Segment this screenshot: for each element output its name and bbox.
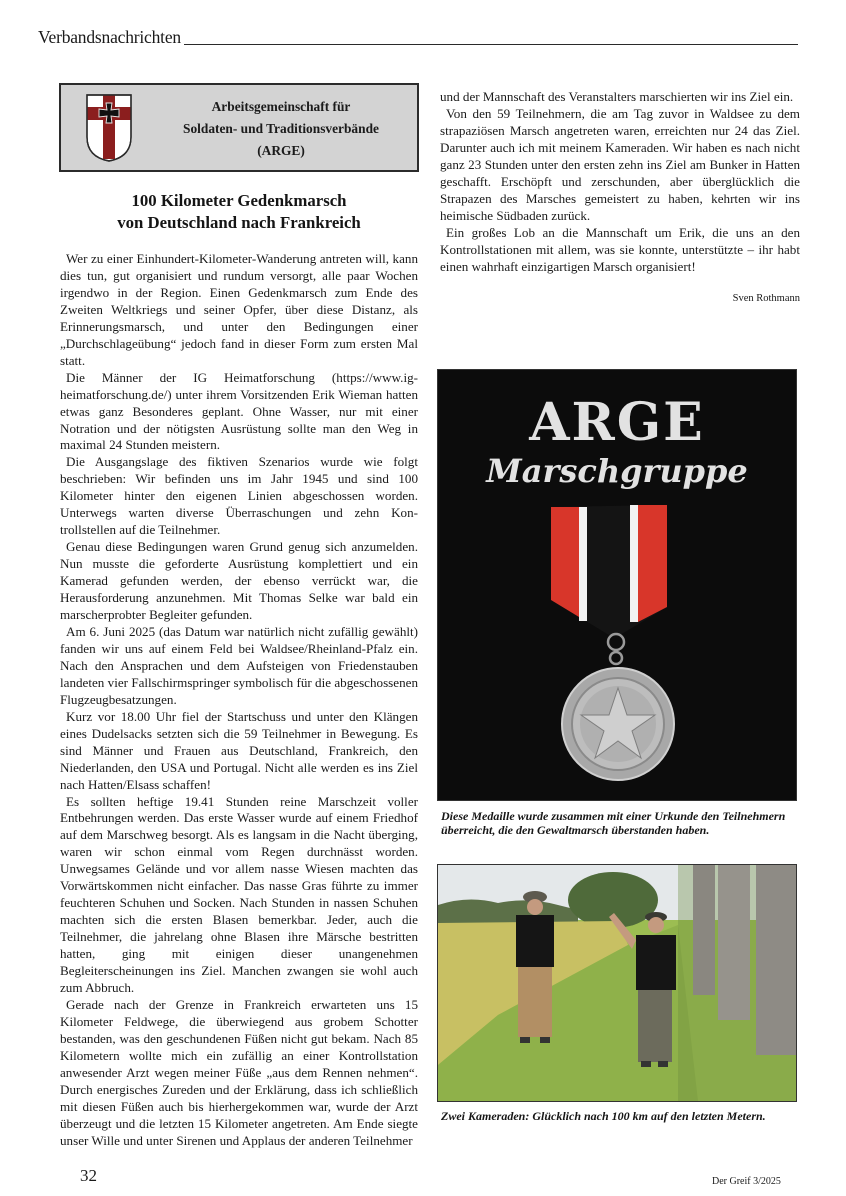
paragraph: Die Ausgangslage des fiktiven Szenarios wurde wie folgt beschrieben: Wir befinden uns im Jahr 1945 und sind 100 Kilometer hinter den eigenen Linien abgeschossen worden. Unterwegs warten diverse Überraschungen und zehn Kontrollstellen auf die Teilnehmer. <box>60 454 418 538</box>
walkers-caption: Zwei Kameraden: Glücklich nach 100 km auf den letzten Metern. <box>441 1109 766 1123</box>
arge-line-3: (ARGE) <box>257 143 305 158</box>
arge-line-2: Soldaten- und Traditionsverbände <box>183 121 379 136</box>
medal-subline: Marschgruppe <box>486 452 748 490</box>
paragraph: Ein großes Lob an die Mannschaft um Erik, die uns an den Kontrollstationen mit allem, was sie konnte, unterstützte – ihr habt einen wahrhaft einzigartigen Marsch organisiert! <box>440 224 800 274</box>
paragraph: Die Männer der IG Heimatforschung (https://www.ig-heimatforschung.de/) unter ihrem Vorsitzenden Erik Wieman hatten etwas ganz Besonderes geplant. Ohne Wasser, nur mit einer Notration und der nötigsten Ausrüstung sollte man den Weg in maximal 24 Stunden meistern. <box>60 369 418 453</box>
medal-headline: ARGE <box>529 392 705 453</box>
article-title <box>60 190 418 234</box>
walkers-photo <box>437 864 797 1102</box>
header-rule <box>184 44 798 45</box>
page-number: 32 <box>80 1166 97 1185</box>
medal-caption: Diese Medaille wurde zusammen mit einer Urkunde den Teilnehmern überreicht, die den Gewaltmarsch überstanden haben. <box>441 809 786 837</box>
arge-banner <box>59 83 419 172</box>
medal-image <box>438 370 796 800</box>
paragraph: Gerade nach der Grenze in Frankreich erwarteten uns 15 Kilometer Feldwege, die überwiegend aus grobem Schotter bestanden, was den geschundenen Füßen nicht gut bekam. Nach 85 Kilometern wollte mich ein zufällig an einer Kontrollstation anwesender Arzt wegen meiner Füße „aus dem Rennen nehmen“. Durch energisches Zureden und der Erklärung, dass ich schließlich mit diesen Füßen auch bis hierhergekommen war, wurde der Arzt überzeugt und die letzten 15 Kilometer angetreten. Am Ende siegte unser Wille und unter Sirenen und Applaus der anderen Teilnehmer <box>60 996 418 1148</box>
article-title-line-2: von Deutschland nach Frankreich <box>117 213 361 232</box>
paragraph: und der Mannschaft des Veranstalters marschierten wir ins Ziel ein. <box>440 89 794 104</box>
author-name: Sven Rothmann <box>732 293 800 305</box>
article-title-line-1: 100 Kilometer Gedenkmarsch <box>131 191 347 210</box>
arge-title <box>151 96 411 162</box>
paragraph: Genau diese Bedingungen waren Grund genug sich anzumelden. Nun musste die geforderte Ausrüstung komplettiert und ein Kamerad gefunden werden, der ebenso verrückt war, die Herausforderung anzunehmen. Mit Thomas Selke war bald ein marscherprobter Begleiter gefunden. <box>60 539 418 623</box>
left-column <box>60 190 418 1150</box>
coat-of-arms-icon <box>85 93 133 163</box>
paragraph: Es sollten heftige 19.41 Stunden reine Marschzeit voller Entbehrungen werden. Das erste Wasser wurde auf einem Friedhof auf dem Marschweg besorgt. Als es langsam in die Nacht überging, waren wir schon einmal vom Regen durchnässt worden. Unwegsames Gelände und vor allem nasse Wiesen machten das Vorwärtskommen nicht einfacher. Das nasse Gras führte zu immer feuchteren Schuhen und Socken. Nach Stunden in nassen Schuhen machten sich die ersten Blasen bemerkbar. Jeder, auch die Teilnehmer, die jahrelang ohne Blasen ihre Märsche bestritten hatten, ging mit einigen dieser unangenehmen Begleiterscheinungen ins Ziel. Manchen zwangen sie wohl auch zum Abbruch. <box>60 793 418 995</box>
running-header <box>38 26 798 48</box>
medal-photo <box>437 369 797 801</box>
section-title: Verbandsnachrichten <box>38 26 181 47</box>
issue-label: Der Greif 3/2025 <box>712 1176 781 1187</box>
walkers-image <box>438 865 796 1101</box>
right-column <box>440 89 800 304</box>
paragraph: Kurz vor 18.00 Uhr fiel der Startschuss und unter den Klängen eines Dudelsacks setzten sich die 59 Teilnehmer in Bewegung. Es sind Männer und Frauen aus Deutschland, Frankreich, den Niederlanden, den USA und Portugal. Nicht alle werden es ins Ziel nach Hatten/Elsass schaffen! <box>60 708 418 792</box>
paragraph: Von den 59 Teilnehmern, die am Tag zuvor in Waldsee zu dem strapaziösen Marsch angetreten waren, erreichten nur 24 das Ziel. Darunter auch ich mit meinem Kameraden. Wir haben es nach nicht ganz 23 Stunden unter den ersten zehn ins Ziel am Bunker in Hatten geschafft. Erschöpft und zerschunden, aber überglücklich die Strapazen des Marsches gemeistert zu haben, kehrten wir ins heimische Südbaden zurück. <box>440 105 800 223</box>
paragraph: Wer zu einer Einhundert-Kilometer-Wanderung antreten will, kann dies tun, gut organisiert und rundum versorgt, alle paar Wochen irgendwo in der Region. Einen Gedenkmarsch zum Ende des Zweiten Weltkriegs und seiner Opfer, über diese Distanz, als Erinnerungsmarsch, und unter den Bedingungen einer „Durchschlageübung“ jedoch fand in dieser Form zum ersten Mal statt. <box>60 251 418 368</box>
paragraph: Am 6. Juni 2025 (das Datum war natürlich nicht zufällig gewählt) fanden wir uns auf einem Feld bei Waldsee/Rheinland-Pfalz ein. Nach den Ansprachen und dem Aufsteigen von Friedenstauben landeten vier Fallschirmspringer symbolisch für die abgeschossenen Flugzeugbesatzungen. <box>60 623 418 707</box>
arge-line-1: Arbeitsgemeinschaft für <box>211 99 351 114</box>
